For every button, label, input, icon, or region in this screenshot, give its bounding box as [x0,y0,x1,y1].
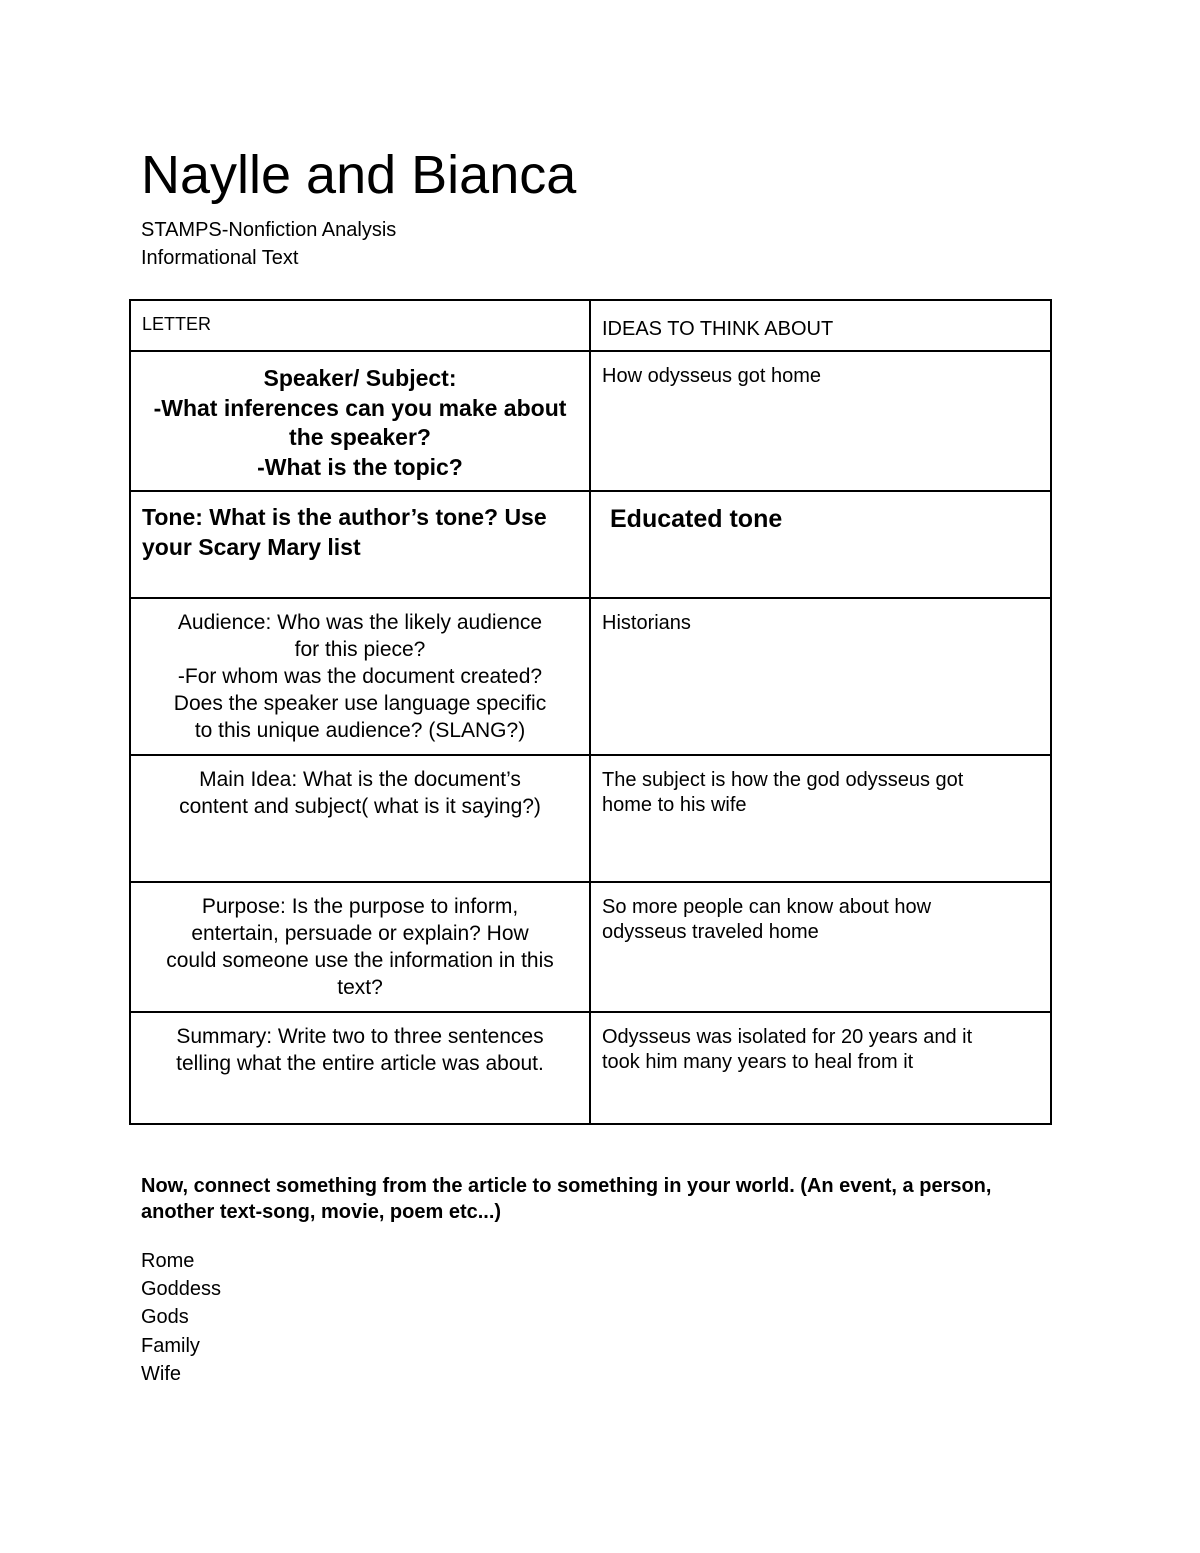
speaker-question-line-1: Speaker/ Subject: [263,365,457,391]
speaker-question-line-4: -What is the topic? [257,453,463,480]
main-idea-answer-line-1: The subject is how the god odysseus got [602,769,964,791]
table-row-main-idea [130,755,1051,882]
summary-answer [591,1013,1050,1081]
audience-question-line-4: Does the speaker use language specific [173,692,547,715]
list-item: Wife [141,1362,181,1385]
header-cell-letter [130,300,590,351]
purpose-question-line-2: entertain, persuade or explain? How [191,922,529,945]
answer-cell-purpose [590,882,1051,1012]
tone-question [131,492,589,568]
purpose-question-line-3: could someone use the information in this [166,949,554,972]
question-cell-purpose [130,882,590,1012]
purpose-question-line-4: text? [337,976,383,999]
header-cell-ideas [590,300,1051,351]
speaker-question-line-3: the speaker? [289,424,431,450]
purpose-question [131,883,589,1007]
main-idea-question-line-1: Main Idea: What is the document’s [199,768,521,791]
main-idea-question [131,756,589,826]
table-row-purpose [130,882,1051,1012]
main-idea-question-line-2: content and subject( what is it saying?) [179,795,541,818]
connection-list [141,1247,221,1388]
list-item: Rome [141,1250,195,1272]
audience-question-line-2: for this piece? [294,638,426,661]
answer-cell-main-idea [590,755,1051,882]
table-row-audience [130,598,1051,755]
page-title: Naylle and Bianca [141,145,577,205]
purpose-answer-line-1: So more people can know about how [602,896,932,918]
main-idea-answer [591,756,1050,824]
summary-question-line-1: Summary: Write two to three sentences [176,1025,544,1048]
connect-prompt [141,1173,1071,1225]
answer-cell-audience [590,598,1051,755]
audience-question-line-3: -For whom was the document created? [177,665,543,688]
table-row-speaker [130,351,1051,491]
answer-cell-tone [590,491,1051,598]
table-header-row [130,300,1051,351]
speaker-answer: How odysseus got home [602,365,822,387]
question-cell-tone [130,491,590,598]
list-item: Family [141,1334,200,1357]
main-idea-answer-line-2: home to his wife [602,794,747,816]
purpose-answer [591,883,1050,951]
purpose-question-line-1: Purpose: Is the purpose to inform, [201,895,519,918]
audience-question-line-1: Audience: Who was the likely audience [177,611,543,634]
tone-answer: Educated tone [610,505,783,533]
question-cell-speaker [130,351,590,491]
table-row-tone [130,491,1051,598]
audience-answer: Historians [602,612,691,634]
summary-answer-line-2: took him many years to heal from it [602,1051,914,1073]
audience-question-line-5: to this unique audience? (SLANG?) [194,719,526,742]
answer-cell-speaker [590,351,1051,491]
subtitle-line-2: Informational Text [141,247,299,269]
list-item: Gods [141,1306,189,1329]
question-cell-summary [130,1012,590,1124]
summary-answer-line-1: Odysseus was isolated for 20 years and it [602,1026,973,1048]
question-cell-audience [130,598,590,755]
header-ideas-label: IDEAS TO THINK ABOUT [602,318,834,340]
answer-cell-summary [590,1012,1051,1124]
header-letter-label: LETTER [142,314,212,334]
speaker-question [131,352,589,488]
connect-prompt-line-2: another text-song, movie, poem etc...) [141,1201,502,1223]
audience-question [131,599,589,750]
speaker-question-line-2: -What inferences can you make about [153,394,567,421]
table-row-summary [130,1012,1051,1124]
question-cell-main-idea [130,755,590,882]
purpose-answer-line-2: odysseus traveled home [602,921,819,943]
list-item: Goddess [141,1278,222,1301]
connect-prompt-line-1: Now, connect something from the article to something in your world. (An event, a person, [141,1175,992,1197]
summary-question [131,1013,589,1083]
tone-question-line-2: your Scary Mary list [142,534,361,560]
subtitle-line-1: STAMPS-Nonfiction Analysis [141,219,397,241]
stamps-analysis-table [129,299,1052,1125]
tone-question-line-1: Tone: What is the author’s tone? Use [142,504,547,530]
summary-question-line-2: telling what the entire article was about. [176,1052,544,1075]
